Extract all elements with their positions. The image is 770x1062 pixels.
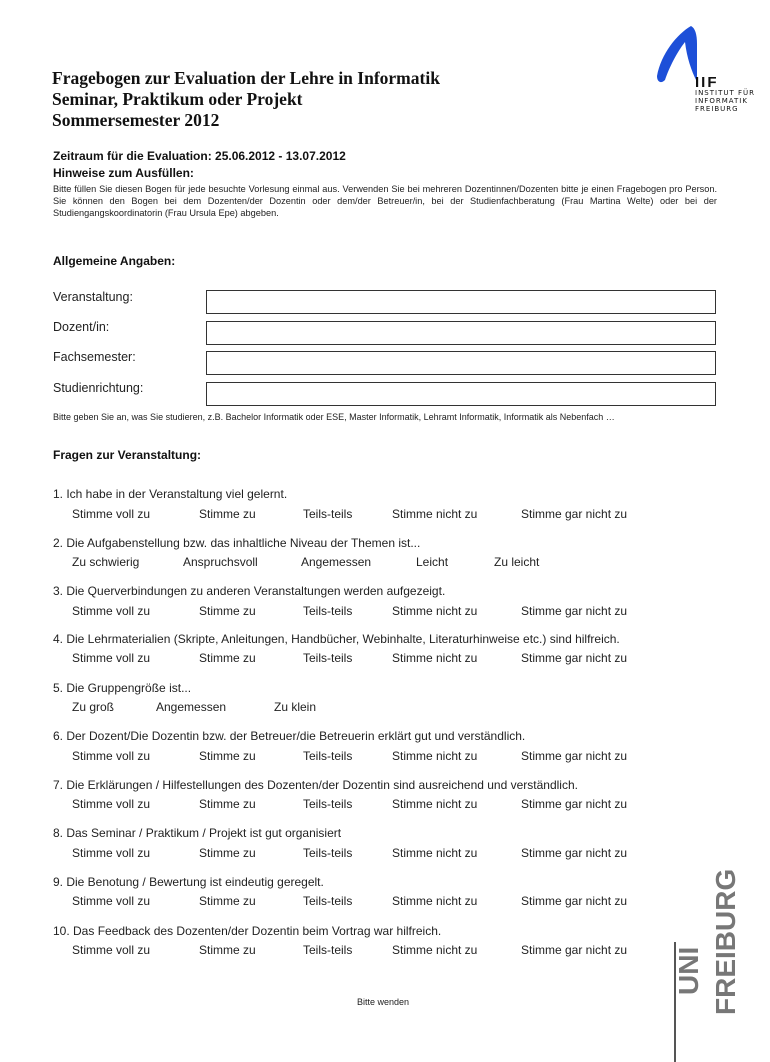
q1-option-1[interactable]: Stimme voll zu (72, 507, 151, 521)
q7-option-1[interactable]: Stimme voll zu (72, 797, 151, 811)
question-5: 5. Die Gruppengröße ist... (53, 681, 192, 695)
q6-option-1[interactable]: Stimme voll zu (72, 749, 151, 763)
q5-option-3[interactable]: Zu klein (274, 700, 317, 714)
q3-option-2[interactable]: Stimme zu (199, 604, 256, 618)
semester-input[interactable] (206, 351, 716, 375)
question-3: 3. Die Querverbindungen zu anderen Veranstaltungen werden aufgezeigt. (53, 584, 446, 598)
field-label-semester: Fachsemester: (53, 350, 136, 364)
uni-logo-bottom: FREIBURG (710, 868, 741, 1015)
q4-option-1[interactable]: Stimme voll zu (72, 651, 151, 665)
q9-option-1[interactable]: Stimme voll zu (72, 894, 151, 908)
uni-logo-top: UNI (673, 946, 704, 995)
q4-option-2[interactable]: Stimme zu (199, 651, 256, 665)
q2-option-3[interactable]: Angemessen (301, 555, 372, 569)
q4-option-5[interactable]: Stimme gar nicht zu (521, 651, 628, 665)
q3-option-3[interactable]: Teils-teils (303, 604, 353, 618)
q1-option-4[interactable]: Stimme nicht zu (392, 507, 478, 521)
field-label-lecturer: Dozent/in: (53, 320, 110, 334)
q9-option-4[interactable]: Stimme nicht zu (392, 894, 478, 908)
question-8: 8. Das Seminar / Praktikum / Projekt ist gut organisiert (53, 826, 342, 840)
q10-option-5[interactable]: Stimme gar nicht zu (521, 943, 628, 957)
form-title (52, 68, 440, 131)
general-heading: Allgemeine Angaben: (53, 254, 176, 268)
q2-option-5[interactable]: Zu leicht (494, 555, 540, 569)
q7-option-4[interactable]: Stimme nicht zu (392, 797, 478, 811)
q2-option-2[interactable]: Anspruchsvoll (183, 555, 258, 569)
q8-option-2[interactable]: Stimme zu (199, 846, 256, 860)
question-4: 4. Die Lehrmaterialien (Skripte, Anleitungen, Handbücher, Webinhalte, Literaturhinweise etc.) sind hilfreich. (53, 632, 620, 646)
q10-option-1[interactable]: Stimme voll zu (72, 943, 151, 957)
q9-option-5[interactable]: Stimme gar nicht zu (521, 894, 628, 908)
q7-option-5[interactable]: Stimme gar nicht zu (521, 797, 628, 811)
hint-text: Bitte füllen Sie diesen Bogen für jede besuchte Vorlesung einmal aus. Verwenden Sie bei mehreren Dozentinnen/Dozenten bitte je einen Fragebogen pro Person. Sie können den Bogen bei dem Dozenten/der Dozentin oder dem/der Betreuer/in, bei der Studienfachberatung (Frau Martina Welte) oder bei der Studiengangskoordinatorin (Frau Ursula Epe) abgeben. (53, 184, 717, 218)
question-1: 1. Ich habe in der Veranstaltung viel gelernt. (53, 487, 288, 501)
lecturer-input[interactable] (206, 321, 716, 345)
q2-option-4[interactable]: Leicht (416, 555, 449, 569)
q5-option-1[interactable]: Zu groß (72, 700, 115, 714)
q1-option-5[interactable]: Stimme gar nicht zu (521, 507, 628, 521)
q6-option-2[interactable]: Stimme zu (199, 749, 256, 763)
q10-option-2[interactable]: Stimme zu (199, 943, 256, 957)
q3-option-4[interactable]: Stimme nicht zu (392, 604, 478, 618)
q6-option-3[interactable]: Teils-teils (303, 749, 353, 763)
logo-line-3: FREIBURG (695, 105, 739, 113)
field-label-course: Veranstaltung: (53, 290, 133, 304)
q10-option-4[interactable]: Stimme nicht zu (392, 943, 478, 957)
q8-option-3[interactable]: Teils-teils (303, 846, 353, 860)
q7-option-2[interactable]: Stimme zu (199, 797, 256, 811)
q4-option-4[interactable]: Stimme nicht zu (392, 651, 478, 665)
question-7: 7. Die Erklärungen / Hilfestellungen des Dozenten/der Dozentin sind ausreichend und verständlich. (53, 778, 578, 792)
q9-option-2[interactable]: Stimme zu (199, 894, 256, 908)
turn-page-note: Bitte wenden (357, 997, 410, 1007)
questions-heading: Fragen zur Veranstaltung: (53, 448, 202, 462)
q10-option-3[interactable]: Teils-teils (303, 943, 353, 957)
hint-heading: Hinweise zum Ausfüllen: (53, 166, 194, 180)
evaluation-period: Zeitraum für die Evaluation: 25.06.2012 - 13.07.2012 (53, 149, 346, 163)
question-10: 10. Das Feedback des Dozenten/der Dozentin beim Vortrag war hilfreich. (53, 924, 442, 938)
logo-line-1: INSTITUT FÜR (695, 89, 755, 97)
title-line-1: Fragebogen zur Evaluation der Lehre in Informatik (52, 68, 440, 88)
uni-freiburg-logo (673, 868, 760, 1015)
title-line-3: Sommersemester 2012 (52, 110, 220, 130)
logo-text (695, 89, 755, 113)
course-input[interactable] (206, 290, 716, 314)
title-line-2: Seminar, Praktikum oder Projekt (52, 89, 303, 109)
q6-option-5[interactable]: Stimme gar nicht zu (521, 749, 628, 763)
logo-line-2: INFORMATIK (695, 97, 748, 105)
question-6: 6. Der Dozent/Die Dozentin bzw. der Betreuer/die Betreuerin erklärt gut und verständlich. (53, 729, 526, 743)
iif-logo-icon (655, 24, 700, 89)
logo-abbr: IIF (695, 74, 719, 91)
q8-option-5[interactable]: Stimme gar nicht zu (521, 846, 628, 860)
q8-option-1[interactable]: Stimme voll zu (72, 846, 151, 860)
q3-option-1[interactable]: Stimme voll zu (72, 604, 151, 618)
q3-option-5[interactable]: Stimme gar nicht zu (521, 604, 628, 618)
field-label-study-program: Studienrichtung: (53, 381, 144, 395)
q7-option-3[interactable]: Teils-teils (303, 797, 353, 811)
q2-option-1[interactable]: Zu schwierig (72, 555, 140, 569)
study-program-note: Bitte geben Sie an, was Sie studieren, z.B. Bachelor Informatik oder ESE, Master Informatik, Lehramt Informatik, Informatik als Nebenfach … (53, 412, 615, 422)
study-program-input[interactable] (206, 382, 716, 406)
q5-option-2[interactable]: Angemessen (156, 700, 227, 714)
q9-option-3[interactable]: Teils-teils (303, 894, 353, 908)
question-2: 2. Die Aufgabenstellung bzw. das inhaltliche Niveau der Themen ist... (53, 536, 421, 550)
q8-option-4[interactable]: Stimme nicht zu (392, 846, 478, 860)
q1-option-2[interactable]: Stimme zu (199, 507, 256, 521)
q4-option-3[interactable]: Teils-teils (303, 651, 353, 665)
question-9: 9. Die Benotung / Bewertung ist eindeutig geregelt. (53, 875, 324, 889)
q1-option-3[interactable]: Teils-teils (303, 507, 353, 521)
q6-option-4[interactable]: Stimme nicht zu (392, 749, 478, 763)
